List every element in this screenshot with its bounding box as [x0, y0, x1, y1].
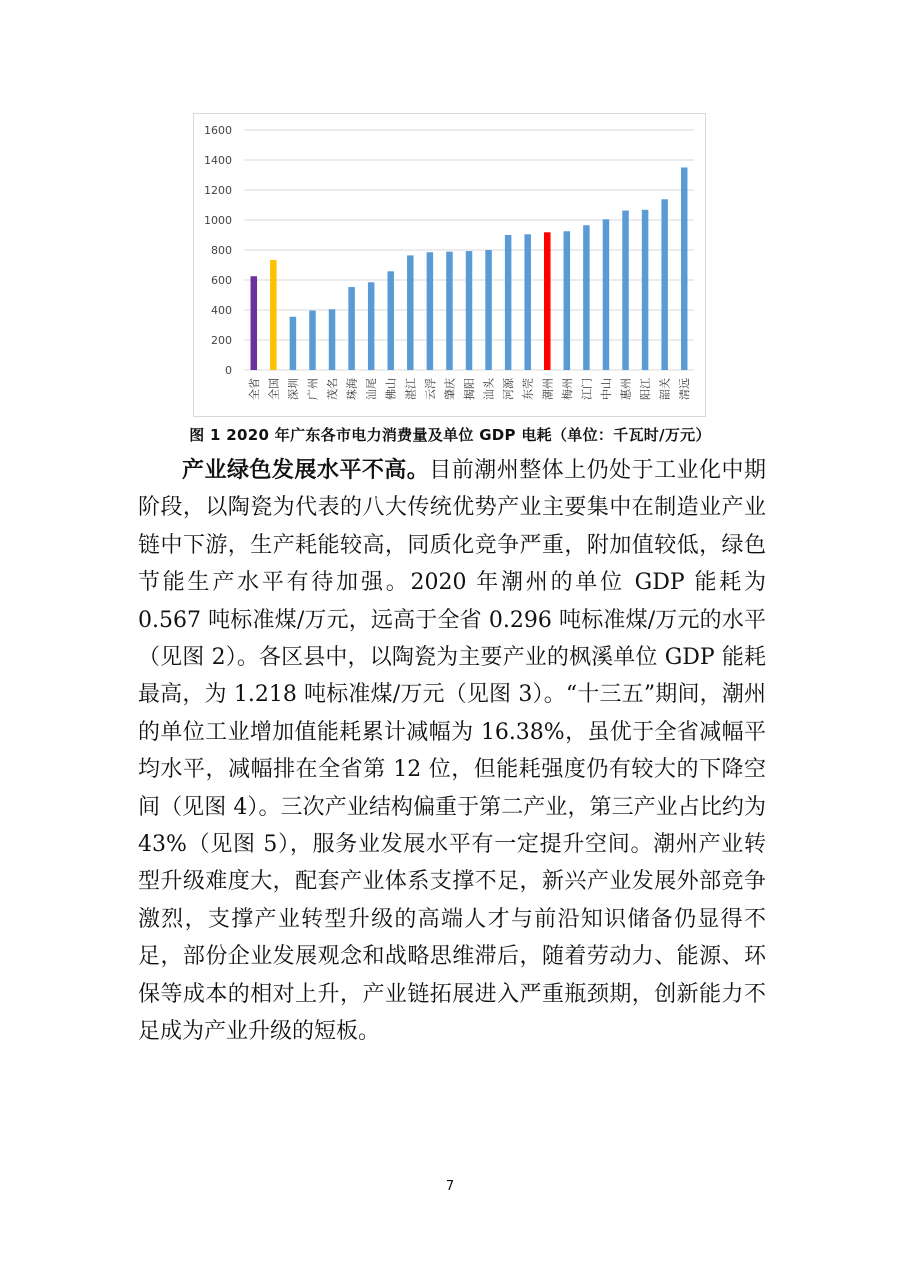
- chart-frame: [193, 113, 706, 417]
- x-category-label: 河源: [502, 378, 516, 400]
- x-category-label: 茂名: [326, 378, 340, 400]
- bar-江门: [583, 225, 590, 370]
- bar-肇庆: [446, 252, 453, 370]
- x-category-label: 广州: [306, 378, 320, 400]
- x-category-label: 云浮: [423, 378, 437, 400]
- bar-珠海: [348, 287, 355, 370]
- bar-深圳: [290, 317, 297, 370]
- y-tick-label: 1600: [204, 124, 232, 137]
- bar-全省: [251, 276, 257, 370]
- bar-清远: [681, 168, 688, 371]
- bar-汕尾: [368, 282, 375, 370]
- y-tick-label: 1200: [204, 184, 232, 197]
- y-tick-label: 600: [211, 274, 232, 287]
- x-category-label: 梅州: [560, 378, 574, 400]
- body-text: [138, 452, 766, 1051]
- bar-茂名: [329, 309, 336, 370]
- x-category-label: 韶关: [658, 378, 672, 400]
- x-category-label: 全国: [267, 378, 281, 400]
- x-category-label: 东莞: [521, 378, 535, 400]
- x-category-label: 惠州: [619, 378, 633, 400]
- paragraph-lead: 产业绿色发展水平不高。: [182, 457, 430, 483]
- x-category-label: 肇庆: [443, 378, 457, 400]
- bar-揭阳: [466, 251, 473, 370]
- y-tick-label: 0: [225, 364, 232, 377]
- bar-湛江: [407, 255, 414, 370]
- y-tick-label: 1000: [204, 214, 232, 227]
- x-category-label: 珠海: [345, 378, 359, 400]
- x-category-label: 清远: [678, 378, 692, 400]
- bar-广州: [309, 311, 316, 370]
- x-category-label: 汕尾: [365, 378, 379, 400]
- bar-chart: [194, 114, 705, 416]
- bar-佛山: [387, 271, 394, 370]
- bar-韶关: [661, 199, 668, 370]
- bar-梅州: [564, 231, 571, 370]
- x-category-label: 湛江: [404, 378, 418, 400]
- bar-河源: [505, 235, 512, 370]
- x-category-label: 江门: [580, 378, 594, 400]
- bar-中山: [603, 219, 610, 370]
- figure-caption: 图 1 2020 年广东各市电力消费量及单位 GDP 电耗（单位：千瓦时/万元）: [189, 426, 711, 444]
- bar-东莞: [524, 234, 531, 370]
- body-paragraph: [138, 452, 766, 1051]
- bar-潮州: [544, 232, 551, 370]
- y-tick-label: 800: [211, 244, 232, 257]
- paragraph-text: 目前潮州整体上仍处于工业化中期阶段，以陶瓷为代表的八大传统优势产业主要集中在制造业产业链中下游，生产耗能较高，同质化竞争严重，附加值较低，绿色节能生产水平有待加强。2020 年潮州的单位 GDP 能耗为 0.567 吨标准煤/万元，远高于全省 0.296 吨标准煤/万元的水平（见图 2）。各区县中，以陶瓷为主要产业的枫溪单位 GDP 能耗最高，为 1.218 吨标准煤/万元（见图 3）。“十三五”期间，潮州的单位工业增加值能耗累计减幅为 16.38%，虽优于全省减幅平均水平，减幅排在全省第 12 位，但能耗强度仍有较大的下降空间（见图 4）。三次产业结构偏重于第二产业，第三产业占比约为 43%（见图 5），服务业发展水平有一定提升空间。潮州产业转型升级难度大，配套产业体系支撑不足，新兴产业发展外部竞争激烈，支撑产业转型升级的高端人才与前沿知识储备仍显得不足，部份企业发展观念和战略思维滞后，随着劳动力、能源、环保等成本的相对上升，产业链拓展进入严重瓶颈期，创新能力不足成为产业升级的短板。: [138, 458, 766, 1045]
- x-category-label: 全省: [247, 378, 261, 400]
- page-number: 7: [445, 1179, 455, 1194]
- x-category-label: 深圳: [286, 378, 300, 400]
- x-category-label: 中山: [599, 378, 613, 400]
- x-category-label: 阳江: [639, 378, 653, 400]
- y-tick-label: 200: [211, 334, 232, 347]
- x-category-label: 潮州: [541, 378, 555, 400]
- y-tick-label: 400: [211, 304, 232, 317]
- x-category-label: 汕头: [482, 378, 496, 400]
- bar-全国: [270, 260, 277, 370]
- bar-阳江: [642, 210, 649, 370]
- x-category-label: 佛山: [384, 378, 398, 400]
- bar-云浮: [427, 252, 434, 370]
- x-category-label: 揭阳: [463, 378, 476, 400]
- y-tick-label: 1400: [204, 154, 232, 167]
- bar-惠州: [622, 211, 629, 370]
- bar-汕头: [485, 250, 492, 370]
